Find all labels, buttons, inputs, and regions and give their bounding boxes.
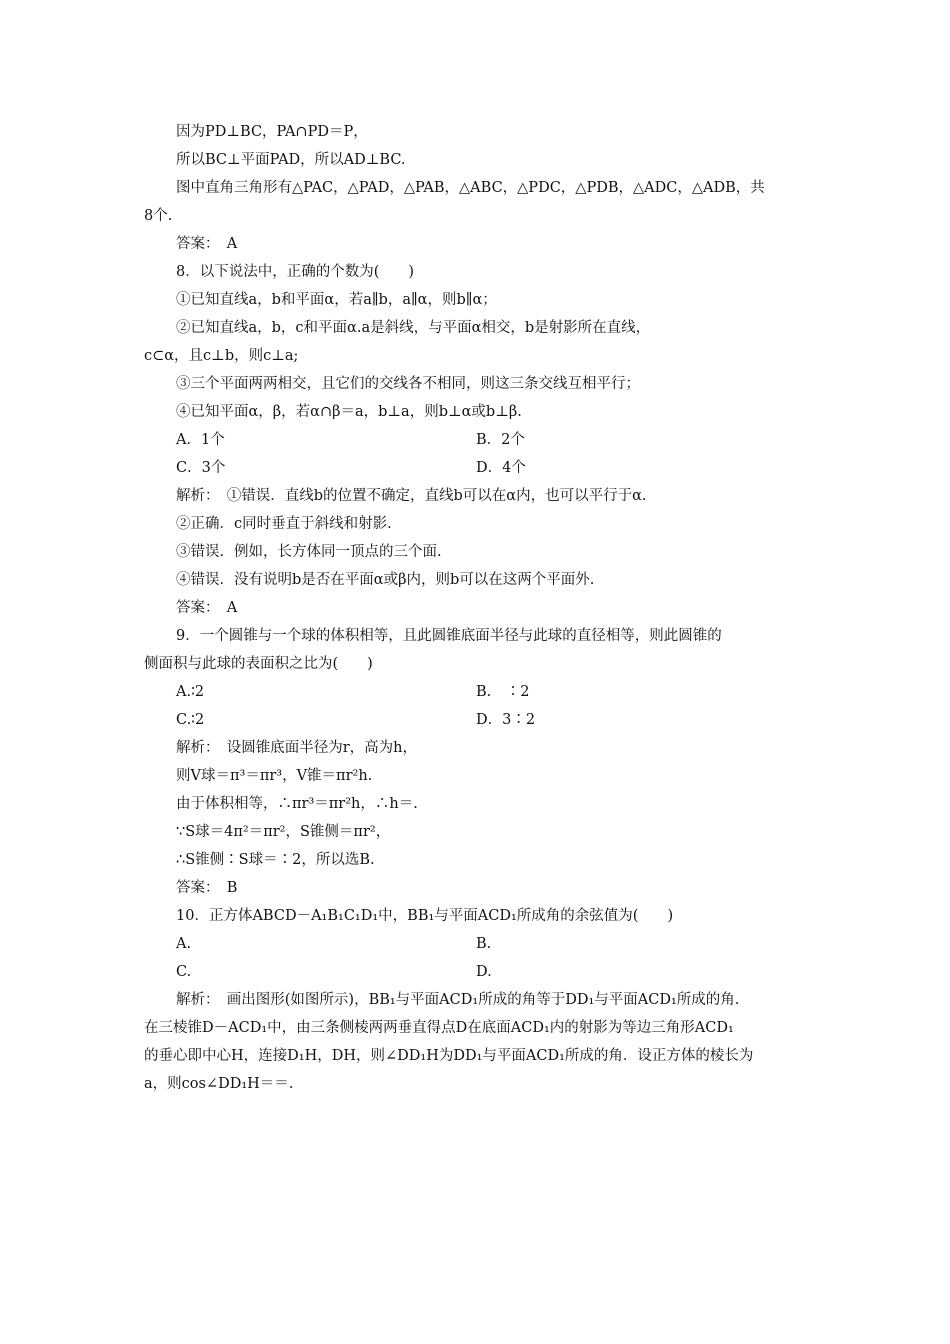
option-a: A. (176, 936, 192, 952)
option-c: C. (176, 964, 192, 980)
option-b: B．2个 (476, 432, 525, 448)
statement-2: ②已知直线a，b，c和平面α.a是斜线，与平面α相交，b是射影所在直线， (176, 320, 651, 336)
text-line: ∴S锥侧∶S球＝∶2，所以选B. (176, 852, 375, 868)
question-8: 8．以下说法中，正确的个数为( ) (176, 264, 415, 280)
answer-line: 答案： B (176, 880, 238, 896)
option-d: D．4个 (476, 460, 526, 476)
text-line: 侧面积与此球的表面积之比为( ) (144, 656, 373, 672)
analysis-line: 解析： 设圆锥底面半径为r，高为h， (176, 740, 418, 756)
statement-1: ①已知直线a，b和平面α，若a∥b，a∥α，则b∥α； (176, 292, 497, 308)
option-b: B. ∶2 (476, 684, 530, 700)
option-d: D．3∶2 (476, 712, 536, 728)
option-d: D. (476, 964, 492, 980)
statement-4: ④已知平面α，β，若α∩β＝a，b⊥a，则b⊥α或b⊥β. (176, 404, 522, 420)
question-10: 10．正方体ABCD－A₁B₁C₁D₁中，BB₁与平面ACD₁所成角的余弦值为( ) (176, 908, 674, 924)
text-line: 所以BC⊥平面PAD，所以AD⊥BC. (176, 152, 406, 168)
analysis-line: 解析： 画出图形(如图所示)，BB₁与平面ACD₁所成的角等于DD₁与平面ACD₁所成的角. (176, 992, 740, 1008)
text-line: 则V球＝π³＝πr³，V锥＝πr²h. (176, 768, 373, 784)
text-line: ∵S球＝4π²＝πr²，S锥侧＝πr²， (176, 824, 391, 840)
option-c: C.∶2 (176, 712, 205, 728)
option-a: A．1个 (176, 432, 225, 448)
option-b: B. (476, 936, 492, 952)
answer-line: 答案： A (176, 236, 238, 252)
text-line: 的垂心即中心H，连接D₁H，DH，则∠DD₁H为DD₁与平面ACD₁所成的角．设正方体的棱长为 (144, 1048, 754, 1064)
text-line: a，则cos∠DD₁H＝＝. (144, 1076, 294, 1092)
text-line: 由于体积相等，∴πr³＝πr²h，∴h＝. (176, 796, 418, 812)
answer-line: 答案： A (176, 600, 238, 616)
option-c: C．3个 (176, 460, 226, 476)
text-line: ④错误．没有说明b是否在平面α或β内，则b可以在这两个平面外. (176, 572, 595, 588)
text-line: ③错误．例如，长方体同一顶点的三个面. (176, 544, 442, 560)
statement-3: ③三个平面两两相交，且它们的交线各不相同，则这三条交线互相平行； (176, 376, 640, 392)
option-a: A.∶2 (176, 684, 205, 700)
question-9: 9．一个圆锥与一个球的体积相等，且此圆锥底面半径与此球的直径相等，则此圆锥的 (176, 628, 722, 644)
text-line: 8个. (144, 208, 173, 224)
text-line: ②正确．c同时垂直于斜线和射影. (176, 516, 392, 532)
text-line: c⊂α，且c⊥b，则c⊥a; (144, 348, 299, 364)
text-line: 在三棱锥D－ACD₁中，由三条侧棱两两垂直得点D在底面ACD₁内的射影为等边三角形ACD₁ (144, 1020, 734, 1036)
text-line: 图中直角三角形有△PAC，△PAD，△PAB，△ABC，△PDC，△PDB，△ADC，△ADB，共 (176, 180, 765, 196)
analysis-line: 解析： ①错误．直线b的位置不确定，直线b可以在α内，也可以平行于α. (176, 488, 647, 504)
text-line: 因为PD⊥BC，PA∩PD＝P， (176, 124, 368, 140)
